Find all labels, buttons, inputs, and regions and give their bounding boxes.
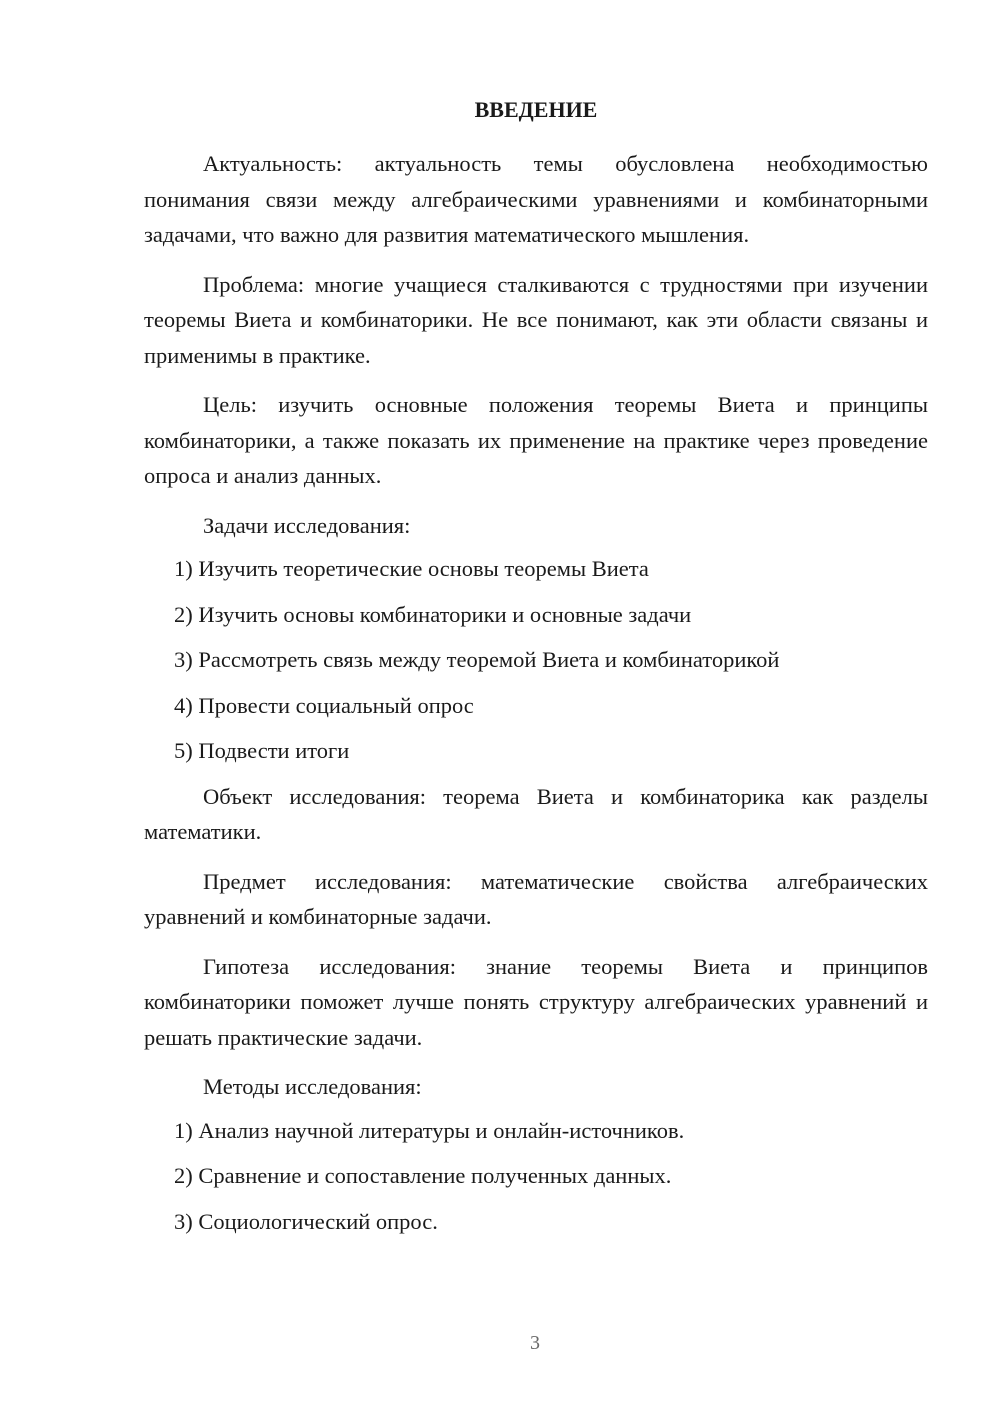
method-item: 1) Анализ научной литературы и онлайн-источников. xyxy=(174,1117,685,1143)
task-item: 5) Подвести итоги xyxy=(174,738,350,763)
task-item: 4) Провести социальный опрос xyxy=(174,692,474,718)
tasks-heading: Задачи исследования: xyxy=(203,512,411,538)
task-item: 3) Рассмотреть связь между теоремой Виета и комбинаторикой xyxy=(174,647,780,672)
relevance-paragraph: Актуальность: актуальность темы обусловлена необходимостью понимания связи между алгебраическими уравнениями и комбинаторными задачами, что важно для развития математического мышления. xyxy=(144,151,928,247)
problem-paragraph: Проблема: многие учащиеся сталкиваются с трудностями при изучении теоремы Виета и комбинаторики. Не все понимают, как эти области связаны и применимы в практике. xyxy=(144,271,928,368)
goal-paragraph: Цель: изучить основные положения теоремы Виета и принципы комбинаторики, а также показать их применение на практике через проведение опроса и анализ данных. xyxy=(144,392,928,488)
section-title: ВВЕДЕНИЕ xyxy=(474,97,598,122)
task-item: 2) Изучить основы комбинаторики и основные задачи xyxy=(174,601,692,627)
page-number: 3 xyxy=(530,1332,540,1354)
method-item: 2) Сравнение и сопоставление полученных данных. xyxy=(174,1163,672,1188)
methods-list xyxy=(144,1113,928,1240)
tasks-list xyxy=(144,551,928,769)
object-paragraph: Объект исследования: теорема Виета и комбинаторика как разделы математики. xyxy=(144,783,928,844)
method-item: 3) Социологический опрос. xyxy=(174,1208,438,1234)
page-content xyxy=(144,92,928,1249)
subject-paragraph: Предмет исследования: математические свойства алгебраических уравнений и комбинаторные задачи. xyxy=(144,868,928,929)
task-item: 1) Изучить теоретические основы теоремы Виета xyxy=(174,556,649,581)
methods-heading: Методы исследования: xyxy=(203,1074,422,1099)
hypothesis-paragraph: Гипотеза исследования: знание теоремы Виета и принципов комбинаторики поможет лучше понять структуру алгебраических уравнений и решать практические задачи. xyxy=(144,953,928,1050)
